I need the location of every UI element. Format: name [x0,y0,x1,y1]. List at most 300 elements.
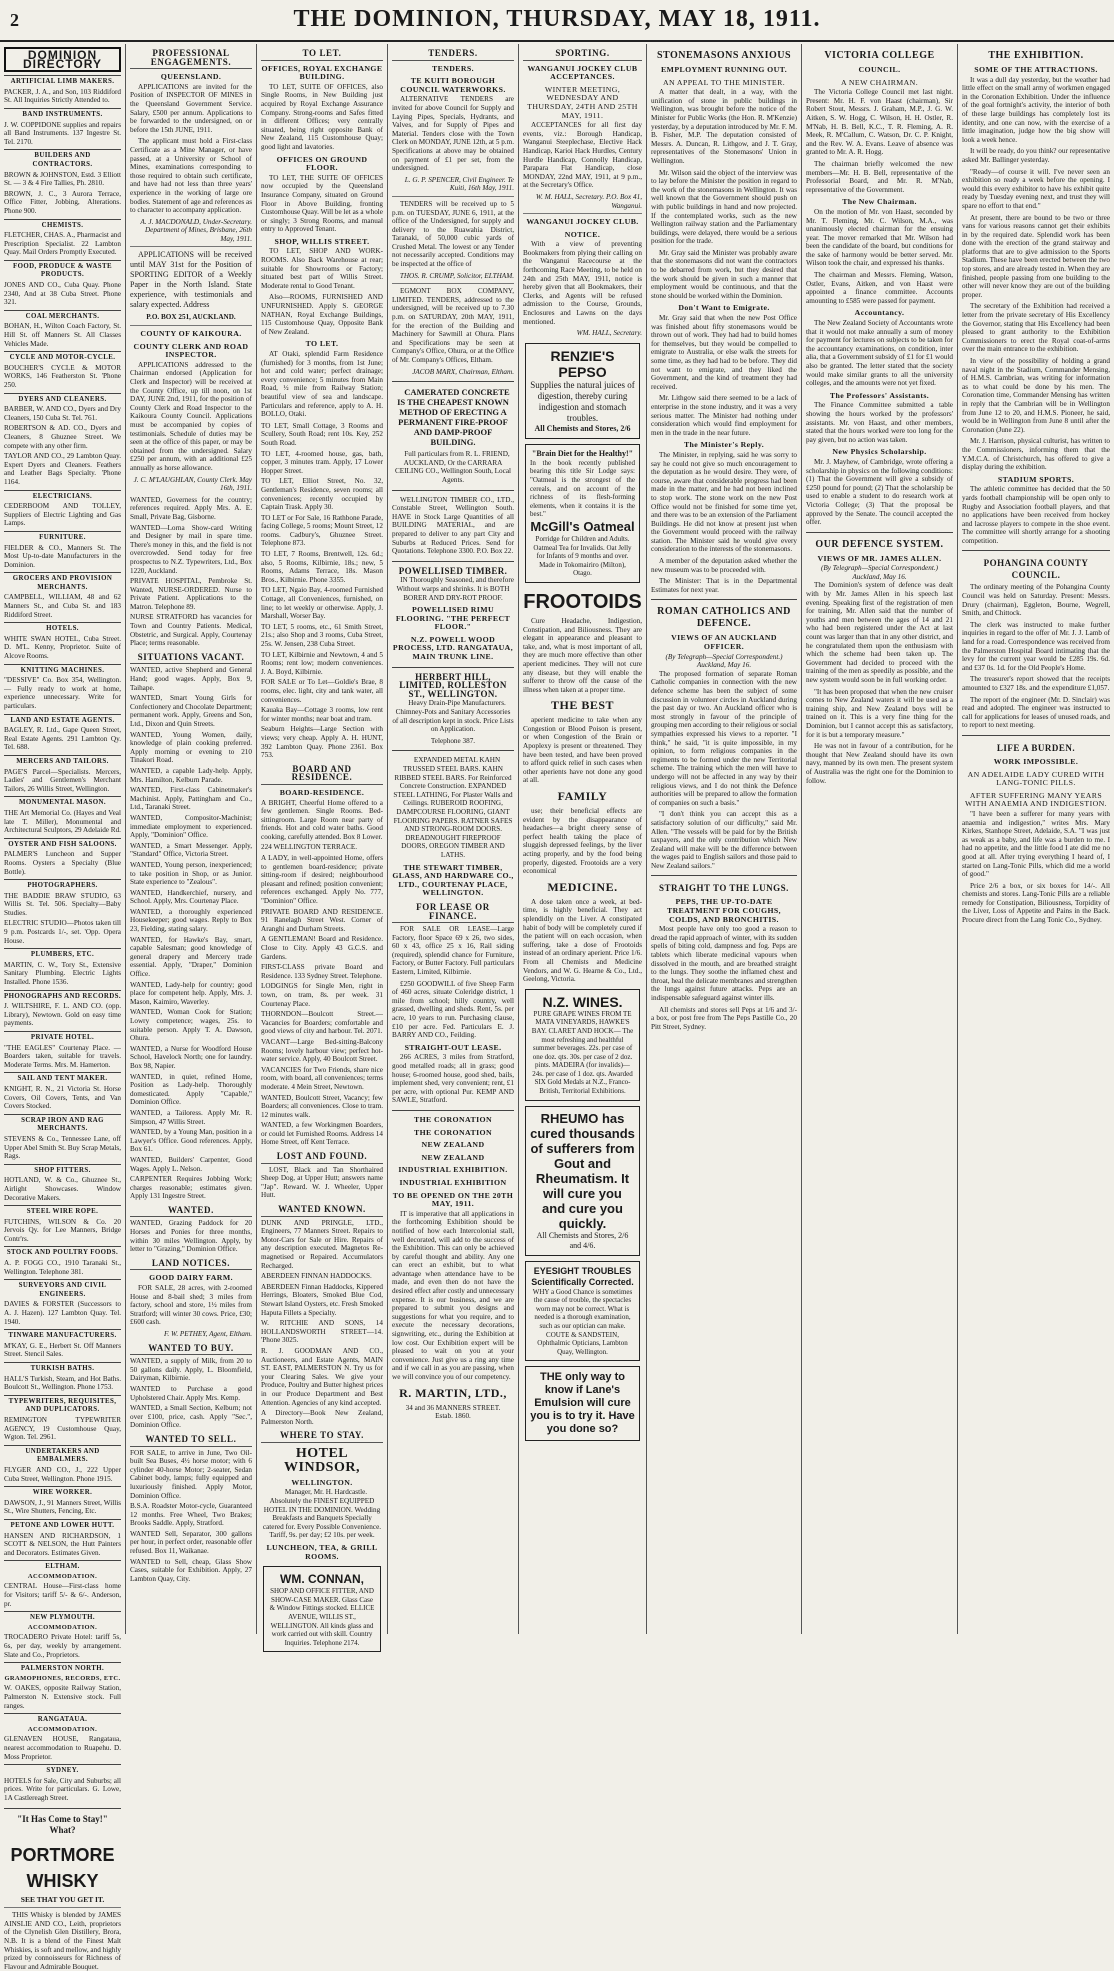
camerated-concrete-ad: CAMERATED CONCRETE IS THE CHEAPEST KNOWN METHOD OF ERECTING A PERMANENT FIRE-PROOF AND DAMP-PROOF BUILDING. [397,387,510,448]
peps-subhead: PEPS, THE UP-TO-DATE TREATMENT FOR COUGHS, COLDS, AND BRONCHITIS. [666,897,782,924]
directory-category: BUILDERS AND CONTRACTORS. [4,149,121,169]
let-ad: TO LET, Ngaio Bay, 4-roomed Furnished Cottage, all Conveniences, furnished, on line; to let weekly or otherwise. Apply, J. Marshall, Worser Bay. [261,586,383,621]
metal-tender-ad: TENDERS will be received up to 5 p.m. on TUESDAY, JUNE 6, 1911, at the office of the Undersigned, for supply and delivery to the Ruawahia District, Taranaki, of 50,000 cubic yards of Crushed Metal. The lowest or any Tender not necessarily accepted. Conditions may be inspected at the office of [392,199,514,269]
vacant-list [130,666,252,1200]
frootoids-text: Cure Headache, Indigestion, Constipation, and Biliousness. They are elegant in appearance and pleasant to take, and, what is most important of all, they are much more effective than other aperient medicines. They will not cure any disease, but they will enable the sufferer to throw off the cause of the illness when taken at a proper time. [523,616,642,694]
council-subhead: COUNCIL. [858,65,901,74]
queensland-heading: QUEENSLAND. [160,72,222,82]
sell-ad: WANTED Sell, Separator, 300 gallons per hour, in perfect order, reasonable offer refused. Box 11, Waikanae. [130,1529,252,1556]
directory-entry: "DESSIVE" Co. Box 354, Wellington. — Fully ready to work at home, experience unnecessary. Write for particulars. [4,676,121,710]
physics-scholarship-subhead: New Physics Scholarship. [832,447,927,457]
nz-wines-title: N.Z. WINES. [542,993,623,1010]
assistants-subhead: The Professors' Assistants. [829,390,930,400]
tenders-subheading: TENDERS. [432,63,474,73]
directory-entry: PAGE'S Parcel—Specialists. Mercers, Ladies' and Gentlemen's Merchant Tailors, 26 Willis Street, Wellington. [4,767,121,793]
directory-subcategory: ACCOMMODATION. [27,1572,98,1580]
directory-category: RANGATAUA. [4,1713,121,1725]
vacant-ad: WANTED, a Smart Messenger. Apply, "Standard" Office, Victoria Street. [130,841,252,859]
directory-entry: CENTRAL House—First-class home for Visitors; tariff 5/- & 6/-. Anderson, pr. [4,1582,121,1608]
let-ad: TO LET, Small Cottage, 3 Rooms and Scullery, South Road; rent 10s. Key, 252 South Road. [261,421,383,447]
directory-entry: BROWN, J. C., 3 Aurora Terrace, Office Fitter, Jobbing, Alterations. Phone 900. [4,189,121,215]
stonemasons-appeal: AN APPEAL TO THE MINISTER. [662,77,786,87]
catholics-p1: The proposed formation of separate Roman Catholic companies in connection with the new defence scheme has been the subject of some discussion in volunteer circles in Auckland during the past day or two. An Auckland officer who is most strongly in favour of the principle of grouping men according to their religious or social sympathies expressed his views to a reporter. "I think," he said, "it is quite impossible, in my opinion, to form religious companies in the regiments to be formed under the new Territorial scheme. The training which the men will have to undergo will not be affected in any way by their religious views, and I do not think the Defence authorities will be prepared to allow the formation of companies on such a basis." [651,669,797,807]
victoria-college-headline: VICTORIA COLLEGE [824,50,935,61]
kaikoura-heading: COUNTY OF KAIKOURA. [140,329,242,339]
let-ad: TO LET, Kilbirnie and Newtown, 4 and 5 Rooms; rent low; modern conveniences. J. A. Boyd, Kilbirnie. [261,650,383,676]
directory-entry: TAYLOR AND CO., 29 Lambton Quay. Expert Dyers and Cleaners. Feathers and Leather Bags Specialty. 'Phone 1164. [4,452,121,486]
where-to-stay-header: WHERE TO STAY. [261,1431,383,1443]
known-ad: DUNK AND PRINGLE, LTD., Engineers, 77 Manners Street. Repairs to Motor-Cars for Sale or Hire. Repairs of any description executed. Magnetos Re-magnetised or Repaired. Accumulators Recharged. [261,1218,383,1270]
directory-entry: FLYGER AND CO., J., 222 Upper Cuba Street, Wellington. Phone 1915. [4,1465,121,1483]
directory-entry: "THE EAGLES" Courtenay Place. — Boarders taken, suitable for travels. Moderate Terms. Mrs. M. Hamerton. [4,1043,121,1069]
notice-heading: NOTICE. [564,229,601,239]
board-ad: LODGINGS for Single Men, right in town, on tram, 8s. per week. 31 Courtenay Place. [261,982,383,1008]
board-ad: A LADY, in well-appointed Home, offers to gentlemen board-residence; private sitting-room if desired; neighbourhood pleasant and refined; position convenient; references exchanged. Apply No. 777, "Dominion" Office. [261,854,383,906]
mines-inspector-ad-detail: The applicant must hold a First-class Certificate as a Mine Manager, or have passed, at a University or School of Mines, examinations corresponding to those required to obtain such certificate, and have had not less than three years' experience in the working of large ore bodies. Statement of age and references as to character to accompany application. [130,137,252,215]
stonemasons-subhead: EMPLOYMENT RUNNING OUT. [660,65,788,74]
directory-category: TINWARE MANUFACTURERS. [4,1329,121,1341]
board-list [261,799,383,1148]
directory-entry: J. WILTSHIRE, F. L. AND CO. (opp. Library), Newtown. Gold on easy time payments. [4,1002,121,1028]
wanted2-list [130,1219,252,1253]
let-ad: Kauaka Bay—Cottage 3 rooms, low rent for winter months; near boat and tram. [261,706,383,723]
directory-category: UNDERTAKERS AND EMBALMERS. [4,1445,121,1465]
vacant-ad: WANTED, for Hawke's Bay, smart, capable Salesman; good knowledge of general drapery and Mercery trade essential. Apply, "Draper," Dominion Office. [130,935,252,979]
board-ad: A BRIGHT, Cheerful Home offered to a few gentlemen. Single Rooms. Bed-sittingroom. Large Room near party of friends. Hot and cold water baths. Good cooking, carefully attended. Box 8 Lower. [261,798,383,841]
whisky-ad-brand: PORTMORE [10,1844,115,1865]
defence-p1: The Dominion's system of defence was dealt with by Mr. James Allen in his speech last evening. Speaking first of the registration of men for training, Mr. Allen said that the number of youths and men between the ages of 14 and 21 who had been registered under the Act at last count was larger than that in any other district, and he congratulated them upon the enthusiasm with which the scheme had been taken up. The Government had decided to proceed with the training of the men as speedily as possible, and the new system would soon be in full working order. [806,581,953,684]
board-ad: VACANCIES for Two Friends, share nice room, with board, all conveniences; terms moderate. 4 Mein Street, Newtown. [261,1065,383,1091]
wanted-known-header: WANTED KNOWN. [261,1205,383,1217]
pohangina-headline: POHANGINA COUNTY COUNCIL. [983,558,1089,581]
exhibition-p7: Mr. J. Harrison, physical culturist, has written to the Commissioners, informing them that the Y.M.C.A. of Christchurch, has offered to give a display during the exhibition. [962,437,1110,472]
whisky-ad-product: WHISKY [26,1870,99,1891]
renzie-pepso-footer: All Chemists and Stores, 2/6 [534,423,631,433]
exhibition-p3: "Ready—of course it will. I've never seen an exhibition so ready a week before the opening. I would this every exhibitor to have his exhibit quite ready by Tuesday evening next, and trust they will spare no effort to that end." [962,167,1110,210]
acres-ad: 266 ACRES, 3 miles from Stratford, good metalled roads; all in grass; good house; 6-roomed house, good shed, bails, implement shed, very convenient; rent, £1 per acre, with optional Pur. KEMP AND SAWLE, Stratford. [392,1053,514,1105]
directory-entry: BOUCHER'S CYCLE & MOTOR WORKS, 146 Featherston St. 'Phone 250. [4,363,121,389]
r-martin-address: 34 and 36 MANNERS STREET. [405,1403,501,1412]
wanted-to-buy-header: WANTED TO BUY. [130,1344,252,1356]
board-residence-subheading: BOARD-RESIDENCE. [279,787,365,797]
exhibition-ad-text: IT is imperative that all applications in the forthcoming Exhibition should be notified of how each Intercolonial stall, well decorated, will add to the success of the Exhibition. This can only be achieved by careful thought and ability. Any one can erect an exhibit, but to what advantage when attendance have to be made, and even then do not have the desired effect after costly and unnecessary expense. It is our business, and we are prepared to submit you designs and suggestions for what you require, and to execute the necessary decorations, signwriting, etc., during the Exhibition at low cost. Our Exhibition expert will be pleased to wait on you at your convenience. Just give us a ring any time and if we call in as you are passing, when we will convince you of our competency. [392,1209,514,1381]
lungs-headline: STRAIGHT TO THE LUNGS. [659,883,789,894]
notice-signature: WM. HALL, Secretary. [576,329,642,338]
column-directory [0,44,126,1971]
directory-category: STOCK AND POULTRY FOODS. [4,1246,121,1258]
college-p2: The chairman briefly welcomed the new members—Mr. H. B. Bell, representative of the Professorial Board, and Mr. R. M'Nab, representative of the Government. [806,159,953,194]
vacant-ad: WANTED, Compositor-Machinist; immediate employment to experienced. Apply, "Dominion" Office. [130,813,252,840]
column-stonemasons [647,44,802,1634]
winter-meeting-heading: WINTER MEETING, WEDNESDAY AND THURSDAY, 24TH AND 25TH MAY, 1911. [527,84,638,120]
defence-system-headline: OUR DEFENCE SYSTEM. [815,538,944,550]
stonemasons-p7: A member of the deputation asked whether the new museum was to be proceeded with. [651,557,797,574]
eyesight-ad [525,1261,640,1362]
frootoids-best-text: aperient medicine to take when any Congestion or Blood Poison is present, or when Congestion of the Brain or Apoplexy is present or threatened. They have been tested, and have been proved to afford quick relief in such cases when other aperients have not done any good at all. [523,716,642,785]
directory-subcategory: ACCOMMODATION. [27,1725,98,1733]
stonemasons-p2: Mr. Wilson said the object of the interview was to lay before the Minister the position in regard to the work of the stonemasons in Wellington. It was well known that the Government should push on with public buildings in hand and now projected. If the contemplated works, such as the new Wellington railway station and the Parliamentary buildings, were delayed, there would be a serious position for the trade. [651,168,797,246]
directory-subcategory: ACCOMMODATION. [27,1623,98,1631]
pohangina-p3: The treasurer's report showed that the receipts amounted to £327 18s. and the expenditure £1,057. [962,675,1110,692]
exhibition-p2: It will be ready, do you think? our representative asked Mr. Ballinger yesterday. [962,147,1110,164]
professional-header: PROFESSIONAL ENGAGEMENTS. [130,49,252,69]
coronation-line-2: THE CORONATION [413,1127,493,1137]
nz-wines-ad [525,989,640,1101]
buy-ad: WANTED, a supply of Milk, from 20 to 50 gallons daily. Apply, L. Bloomfield, Dairyman, Kilbirnie. [130,1357,252,1383]
column-exhibition [958,44,1114,1634]
let-ad: TO LET, 7 Rooms, Brentwell, 12s. 6d.; also, 5 Rooms, Kilbirnie, 18s.; new, 5 Rooms, Adams Terrace, 18s. Mason Bros., Kilbirnie. Phone 3355. [261,550,383,584]
herbert-hill-text: Heavy Drain-Pipe Manufacturers. Chimney-Pots and Sanitary Accessories of all description kept in stock. Price Lists on Application. [392,699,514,734]
directory-category: MONUMENTAL MASON. [4,796,121,808]
rheumo-text: RHEUMO has cured thousands of sufferers from Gout and Rheumatism. It will cure you and cure you quickly. [530,1110,635,1231]
directory-category: SHOP FITTERS. [4,1164,121,1176]
let-ad: TO LET, Elliot Street, No. 32, Gentleman's Residence, seven rooms; all conveniences; recently occupied by Captain Trask. Apply 30. [261,477,383,512]
exhibition-p5: The secretary of the Exhibition had received a letter from the private secretary of His Excellency the Governor, stating that His Excellency had been pleased to grant authority to the Exhibition Commissioners to erect the Royal coat-of-arms over the main entrance to the exhibition. [962,302,1110,354]
lost-found-header: LOST AND FOUND. [261,1152,383,1164]
peps-p1: Most people have only too good a reason to dread the rapid approach of winter, with its sudden spells of biting cold, dampness and fog. Peps are tablets which liberate medicinal vapours when dissolved in the mouth, and are breathed straight to the lungs. They soothe the inflamed chest and throat, heal the delicate membranes and strengthen the lungs against future attacks. Peps are an indispensable safeguard against winter ills. [651,925,798,1002]
dairy-farm-ad: FOR SALE, 28 acres, with 2-roomed House and 8-bail shed; 3 miles from factory, school and store, 1½ miles from Stratford; will winter 30 cows. Price, £30; £600 cash. [130,1284,252,1327]
directory-entry: TROCADERO Private Hotel: tariff 5s, 6s, per day, weekly by arrangement. Slate and Co., Proprietors. [4,1633,121,1659]
directory-category: COAL MERCHANTS. [4,310,121,322]
frootoids-family: FAMILY [557,789,608,804]
college-p6: The Finance Committee submitted a table showing the hours worked by the professors' assistants. Mr. von Haast, and other members, stated that the hours worked were too long for the pay given, but no action was taken. [806,401,953,444]
directory-category: PHONOGRAPHS AND RECORDS. [4,990,121,1002]
renzie-pepso-ad [525,343,640,439]
minister-reply-subhead: The Minister's Reply. [683,440,765,450]
buy-ad: WANTED to Purchase a good Upholstered Chair. Apply Mrs. Kemp. [130,1384,252,1402]
directory-category: PALMERSTON NORTH. [4,1662,121,1674]
column-sporting [519,44,647,1634]
directory-category: SAIL AND TENT MAKER. [4,1072,121,1084]
otaki-ad: AT Otaki, splendid Farm Residence (furnished) for 3 months, from 1st June; hot and cold water; perfect drainage; every convenience; 5 minutes from Main Road, ½ mile from Railway Station; beautiful view of sea and landscape. Particulars and reference, apply to A. H. BOLLO, Otaki. [261,350,383,419]
directory-category: NEW PLYMOUTH. [4,1611,121,1623]
directory-category: STEEL WIRE ROPE. [4,1205,121,1217]
directory-entry: HANSEN AND RICHARDSON, 1 SCOTT & NELSON, the Hutt Painters and Decorators. Estimates Given. [4,1531,121,1557]
vacant-ad: WANTED, in quiet, refined Home, Position as Lady-help. Thoroughly domesticated. Apply "Capable," Dominion Office. [130,1072,252,1107]
rheumo-ad [525,1106,640,1256]
hotel-windsor-footer: LUNCHEON, TEA, & GRILL ROOMS. [266,1543,378,1561]
hotel-windsor-city: WELLINGTON. [291,1477,353,1487]
vacant-ad: WANTED, Handkerchief, nursery, and School. Apply, Mrs. Courtenay Place. [130,888,252,906]
powellised-flooring: POWELLISED RIMU FLOORING. "THE PERFECT FLOOR." [395,605,511,632]
shop-willis-ad: TO LET, SHOP AND WORK-ROOMS. Also Back Warehouse at rear; suitable for Showrooms or Factory; situated best part of Willis Street. Moderate rental to Good Tenant. [261,247,383,290]
vacant-ad: WANTED, by a Young Man, position in a Lawyer's Office. Good references. Apply, Box 61. [130,1128,252,1154]
known-list [261,1219,383,1427]
life-burden-headline: LIFE A BURDEN. [996,742,1076,753]
kaikoura-subheading: COUNTY CLERK AND ROAD INSPECTOR. [133,341,249,360]
wanted-ad: PRIVATE HOSPITAL, Pembroke St. Wanted, NURSE-ORDERED. Nurse to Private Patient. Applications to the Matron. Telephone 89. [130,577,252,611]
sell-ad: WANTED to Sell, cheap, Glass Show Cases, suitable for Exhibition. Apply, 27 Lambton Quay, City. [130,1557,252,1583]
sell-list [130,1449,252,1584]
wanted-to-sell-header: WANTED TO SELL. [130,1435,252,1447]
directory-entry: HOTLAND, W. & Co., Ghuznee St., Airlight Showcases. Window Decorative Makers. [4,1176,121,1202]
defence-p3: He was not in favour of a contribution, for he thought that New Zealand should have its own navy, manned by its own men. The present system of Australia was the right one for the Dominion to follow. [806,742,953,785]
masthead [0,0,1114,42]
wanted-ad: NURSE STRATFORD has vacancies for Town and Country Patients. Medical, Obstetric, and Surgical. Apply, Courtenay Place; terms reasonable. [130,613,252,648]
directory-entry: CEDERBOOM AND TOLLEY, Suppliers of Electric Lighting and Gas Lamps. [4,502,121,528]
directory-entry: FLETCHER, CHAS. A., Pharmacist and Prescription Specialist. 22 Lambton Quay. Mail Orders Promptly Executed. [4,231,121,257]
directory-entry: WHITE SWAN HOTEL, Cuba Street. D. M'L. Kenny, Proprietor. Suite of Alcove Rooms. [4,634,121,661]
directory-category: BAND INSTRUMENTS. [4,108,121,120]
directory-entry: BROWN & JOHNSTON, Estd. 3 Elliott St. — 3 & 4 Fire Tallies, Ph. 2810. [4,170,121,188]
coronation-line-1: THE CORONATION [413,1114,493,1124]
vacant-ad: WANTED, Lady-help for country; good place for competent help. Apply, Mrs. J. Mason, Kaimiro, Waverley. [130,980,252,1006]
directory-category: DYERS AND CLEANERS. [4,393,121,405]
powellised-timber-text: IN Thoroughly Seasoned, and therefore Without warps and shrinks. It is BOTH BORER AND DRY-ROT PROOF. [396,576,514,602]
lanes-emulsion-ad [525,1366,640,1441]
directory-category: PHOTOGRAPHERS. [4,879,121,891]
work-impossible-subhead: WORK IMPOSSIBLE. [993,756,1079,766]
stonemasons-p5: Mr. Lithgow said there seemed to be a lack of enterprise in the stone industry, and it was a very serious matter. The Minister had nothing under consideration which would find employment for men in the trade in the near future. [651,394,797,437]
known-ad: A Directory—Book New Zealand, Palmerston North. [261,1409,383,1426]
vacant-ad: WANTED, a Nurse for Woodford House School, Havelock North; one for laundry. Box 98, Napier. [130,1044,252,1070]
exhibition-opening-date: TO BE OPENED ON THE 20TH MAY, 1911. [392,1190,514,1209]
suffering-subhead: AFTER SUFFERING MANY YEARS WITH ANAEMIA AND INDIGESTION. [965,790,1107,809]
auckland-dateline: (By Telegraph—Special Correspondent.) Auckland, May 16. [665,652,783,670]
directory-entry: J. W. COPPIDONE supplies and repairs all Band Instruments. 137 Ingestre St. Tel. 2170. [4,120,121,146]
mcgill-oatmeal-title: McGill's Oatmeal [530,518,635,534]
lost-dog-ad: LOST, Black and Tan Shorthaired Sheep Dog, at Upper Hutt; answers name "Jap". Reward. W. J. Wheeler, Upper Hutt. [261,1165,383,1200]
page-number: 2 [10,10,19,30]
directory-category: MERCERS AND TAILORS. [4,755,121,767]
pohangina-p1: The ordinary meeting of the Pohangina County Council was held on Saturday. Present: Messrs. Drury (chairman), Eggleton, Bourne, Wegrell, Smith, and Chittock. [962,583,1110,618]
directory-entry: PALMER'S Luncheon and Supper Rooms. Oysters a Specialty (Blue Bottle). [4,850,121,876]
dairy-farm-heading: GOOD DAIRY FARM. [149,1273,233,1283]
stewart-timber-ad: THE STEWART TIMBER, GLASS, AND HARDWARE CO., LTD., COURTENAY PLACE, WELLINGTON. [392,862,514,898]
metal-tender-signature: THOS. R. CRUMP, Solicitor, ELTHAM. [399,271,514,280]
stonemasons-p4: Mr. Gray said that when the new Post Office was finished about fifty stonemasons would be thrown out of work. They had had to build homes for themselves, but they would be compelled to emigrate to Australia, or else walk the streets for some time, as they had had to be before. They did not want to emigrate, and they liked the Government, and the kind of treatment they had received. [651,314,797,391]
exhibition-line-4: INDUSTRIAL EXHIBITION [399,1177,507,1187]
vacant-ad: WANTED, Builders' Carpenter, Good Wages. Apply L. Nelson. [130,1155,252,1173]
jockey-club-acceptances: WANGANUI JOCKEY CLUB ACCEPTANCES. [527,63,638,82]
college-p1: The Victoria College Council met last night. Present: Mr. H. F. von Haast (chairman), Sir Robert Stout, Messrs. J. Graham, M.P., J. G. W. Aitken, S. W. Hogg, C. Wilson, H. H. Ostler, R. M'Nab, H. B. Bell, K.C., T. R. Fleming, A. R. Meek, R. M'Callum, C. Watson, Dr. C. P. Knight, and the Rev. W. A. Evans. Leave of absence was granted to Mr. A. R. Hogg. [806,88,953,157]
directory-category: TURKISH BATHS. [4,1362,121,1374]
rooms-ad: Also—ROOMS, FURNISHED AND UNFURNISHED. Apply S. GEORGE NATHAN, Royal Exchange Buildings, 115 Customhouse Quay, Opposite Bank of New Zealand. [261,293,383,336]
vacant-ad: WANTED, Young Women, daily, knowledge of plain cooking preferred. Apply morning or evening to 210 Tinakori Road. [130,730,252,765]
dairy-farm-signature: F. W. PETHEY, Agent, Eltham. [163,1330,252,1338]
acceptances-text: ACCEPTANCES for all first day events, viz.: Borough Handicap, Wanganui Steeplechase, Elective Hack Handicap, Karioi Hack Hurdles, Century Hurdle Handicap, Connolly Handicap, Parapara Flat Handicap, close MONDAY, 22nd MAY, 1911, at 9 p.m., at the Secretary's Office. [523,121,642,190]
newspaper-title: THE DOMINION, THURSDAY, MAY 18, 1911. [293,6,821,32]
directory-entry: BARBER, W. AND CO., Dyers and Dry Cleaners, 150 Cuba St. Tel. 761. [4,405,121,422]
frootoids-medicine: MEDICINE. [547,879,618,894]
directory-category: PRIVATE HOTEL. [4,1031,121,1043]
factory-lease-ad: FOR SALE OR LEASE—Large Factory, floor Space 69 x 26, two sides, 60 x 43, office 25 x 16, Rail siding (required), splendid chance for Furniture, Factory, or Butter Factory. Full particulars Eastern, Limited, Kilbirnie. [392,925,514,977]
directory-entry: BOHAN, H., Wilton Coach Factory, St. Hill St. off Manners St. All Classes Vehicles Made. [4,322,121,348]
accountancy-subhead: Accountancy. [854,308,905,318]
kaikoura-ad: APPLICATIONS addressed to the Chairman endorsed (Application for Clerk and Inspector) will be received at the County Office, up till noon, on 1st DAY, JUNE 2nd, 1911, for the position of County Clerk and Road Inspector to the Kaikoura County Council. Applications must be accompanied by copies of testimonials. Schedule of duties may be seen at the office of this paper, or may be obtained from the undersigned. Salary £250 per annum, with an additional £25 annually as horse allowance. [130,360,252,472]
columns [0,44,1114,1971]
camerated-concrete-agents: Full particulars from R. L. FRIEND, AUCKLAND, Or the CARRARA CEILING CO., Wellington South, Local Agents. [394,450,512,484]
connan-name: WM. CONNAN, [280,1572,364,1587]
lang-tonic-p2: Price 2/6 a box, or six boxes for 14/-. All chemists and stores. Lang-Tonic Pills are a reliable remedy for Constipation, Biliousness, Torpidity of the Liver, Loss of Appetite and Pains in the Back. Procure direct from the Lang Tonic Co., Sydney. [962,881,1110,925]
powell-wood-process: N.Z. POWELL WOOD PROCESS, LTD. RANGATAUA, MAIN TRUNK LINE. [392,634,514,662]
peps-p2: All chemists and stores sell Peps at 1/6 and 3/- a box, or post free from The Peps Pastille Co., 20 Pitt Street, Sydney. [651,1005,797,1031]
directory-subcategory: GRAMOPHONES, RECORDS, ETC. [4,1674,121,1682]
egmont-box-ad: EGMONT BOX COMPANY, LIMITED. TENDERS, addressed to the undersigned, will be received up to 7.30 p.m. on SATURDAY, 20th MAY, 1911, for the erection of the Building and Machinery for Sawmill at Ohura. Plans and Specifications may be seen at Company's Office, Ohura, or at the Office of Mr. Company's Offices, Eltham. [392,287,514,364]
exhibition-p1: It was a dull day yesterday, but the weather had little effect on the small army of workmen engaged in the Coronation Exhibition. Under the influence of the goal fortnight's activity, the interior of both of these large buildings has completely lost its identity, and one can now, with the exercise of a little imagination, judge how the big show will look a week hence. [962,75,1110,144]
shop-willis-heading: SHOP, WILLIS STREET. [274,236,370,246]
emigrate-subhead: Don't Want to Emigrate. [678,303,770,313]
herbert-hill-name: HERBERT HILL, LIMITED, ROLLESTON ST., WELLINGTON. [399,671,507,699]
powellised-timber-heading: POWELLISED TIMBER. [398,565,508,576]
column-professional [126,44,257,1634]
wanted-ad: WANTED, Grazing Paddock for 20 Horses and Ponies for three months, within 30 miles Wellington. Apply, by letter to "Grazing," Dominion Office. [130,1219,252,1254]
connan-ad [263,1566,381,1652]
let-ad: Seaburn Heights—Large Section with views; very cheap. Apply A. H. HUNT, 392 Lambton Quay. Phone 2361. Box 753. [261,725,383,760]
catholics-defence-headline: ROMAN CATHOLICS AND DEFENCE. [657,606,791,630]
directory-entry: MARTIN, C. W., Tory St., Extensive Sanitary Plumbing. Electric Lights Installed. Phone 1536. [4,960,121,987]
known-ad: ABERDEEN Finnan Haddocks, Kippered Herrings, Bloaters, Smoked Blue Cod, Stewart Island Oysters, etc. Fresh Smoked Haputa Fillets a Specialty. [261,1282,383,1317]
whisky-ad-text: THIS Whisky is blended by JAMES AINSLIE AND CO., Leith, proprietors of the Clynelish Glen Distillery, Brora, N.B. It is a blend of the Finest Malt Whiskies, is soft and mellow, and highly prized by connoisseurs for Richness of Flavour and Admirable Bouquet. [4,1911,121,1971]
directory-list [4,75,121,1802]
jockey-club-notice-heading: WANGANUI JOCKEY CLUB. [526,217,639,227]
ground-floor-heading: OFFICES ON GROUND FLOOR. [276,154,368,173]
directory-entry: BAGLEY, R. Ltd., Gape Queen Street, Real Estate Agents. 291 Lambton Qy. Tel. 688. [4,726,121,752]
acceptances-signature: W. M. HALL, Secretary. P.O. Box 41, Wanganui. [535,192,642,210]
board-residence-header: BOARD AND RESIDENCE. [261,765,383,785]
mines-inspector-ad: APPLICATIONS are invited for the Position of INSPECTOR OF MINES in the Queensland Government Service. Salary, £500 per annum. Applications to be forwarded to the undersigned, on or before the 15th JUNE, 1911. [130,82,252,134]
directory-category: SURVEYORS AND CIVIL ENGINEERS. [4,1279,121,1299]
wanted-ad: WANTED, Governess for the country; references required. Apply Mrs. A. E. Small, Private Bag, Gisborne. [130,495,252,521]
directory-category: SYDNEY. [4,1764,121,1776]
directory-entry: STEVENS & Co., Tennessee Lane, off Upper Abel Smith St. Buy Scrap Metals, Rags. [4,1134,121,1161]
exhibition-line-1: NEW ZEALAND [421,1140,485,1150]
buy-ad: WANTED, a Small Section, Kelburn; not over £100, price, cash. Apply "Sec.", Dominion Office. [130,1404,252,1430]
column-victoria-college [802,44,958,1634]
board-ad: VACANT—Large Bed-sitting-Balcony Rooms; lovely harbour view; perfect hot-water service. Apply, 40 Boulcott Street. [261,1037,383,1064]
whisky-ad-headline: "It Has Come to Stay!" What? [17,1813,108,1835]
let-ad: TO LET or For Sale, 16 Rathbone Parade, facing College, 5 rooms; Mount Street, 12 rooms. Cadbury's, Ghuznee Street. Telephone 873. [261,513,383,548]
brain-diet-title: "Brain Diet for the Healthy!" [531,448,634,458]
frootoids-best: THE BEST [550,698,615,713]
eyesight-text: WHY a Good Chance is sometimes the cause of trouble, the spectacles worn may not be correct. What is needed is a thorough examination, such as our optician can make. COUTE & SANDSTEIN, Ophthalmic Opticians, Lambton Quay, Wellington. [532,1287,633,1356]
let-ad: TO LET, 4-roomed house, gas, bath, copper, 3 minutes tram. Apply, 17 Lower Hopper Street. [261,449,383,475]
directory-entry: DAVIES & FORSTER (Successors to A. J. Hazen). 127 Lambton Quay. Tel. 1940. [4,1300,121,1326]
mcgill-oatmeal-ad [525,444,640,583]
mcgill-oatmeal-text: Porridge for Children and Adults. Oatmeal Tea for Invalids. Oat Jelly for Infants of 9 months and over. Made in Tokomairiro (Milton), Otago. [533,534,632,578]
for-lease-header: FOR LEASE OR FINANCE. [392,903,514,923]
stonemasons-p3: Mr. Gray said the Minister was probably aware that the stonemasons did not want the contractors to be debarred from work, but they desired that the work should be given in such a manner that employment would be continuous, and that the stone should be worked within the Dominion. [651,248,797,300]
college-p7: Mr. J. Mayhew, of Cambridge, wrote offering a scholarship in physics on the following conditions: (1) That the Government will give a subsidy of £250 pound for pound; (2) That the scholarship be used to enable a student to do research work at Victoria College; (3) That the proposal be approved by the Senate. The council accepted the offer. [806,457,953,527]
mines-signature: A. J. MACDONALD, Under-Secretary. Department of Mines, Brisbane, 26th May, 1911. [140,217,252,243]
brain-diet-text: In the book recently published bearing this title Sir Lodge says: "Oatmeal is the strongest of the cereals, and on account of the richness of its flesh-forming elements, when it contains it is the best." [530,458,635,519]
exhibition-p8: The athletic committee has decided that the 50 yards football championship will be open only to Rugby and Association football players, and that no applications have been received from hockey and lacrosse players to compete in the shoe event. The committee will shortly arrange for a shooting competition. [962,485,1110,545]
let-ad: TO LET, 5 rooms, etc., 61 Smith Street, 21s.; also Shop and 3 rooms, Cuba Street, 25s. W. Jensen, 238 Cuba Street. [261,622,383,648]
tenders-header: TENDERS. [392,49,514,61]
whisky-ad-tagline: SEE THAT YOU GET IT. [20,1894,105,1904]
vacant-ad: WANTED, active Shepherd and General Hand; good wages. Apply, Box 9, Taihape. [130,666,252,692]
directory-category: WIRE WORKER. [4,1486,121,1498]
stonemasons-p8: The Minister: That is in the Departmental Estimates for next year. [651,577,797,594]
goodwill-ad: £250 GOODWILL of five Sheep Farm of 460 acres, situate Coleridge district, 1 mile from school; hilly country, well grassed, dwelling and sheds. Rent, 5s. per acre, 10 years to run. Purchasing clause, £10 per acre. Fed. Particulars E. J. BARRY AND CO., Feilding. [392,979,514,1040]
college-p3: On the motion of Mr. von Haast, seconded by Mr. T. Fleming, Mr. C. Wilson, M.A., was unanimously elected chairman for the ensuing year. The mover remarked that Mr. Wilson had been the candidate of the board, but conditions for the sake of harmony would be better served. Mr. Wilson took the chair, and expressed his thanks. [806,207,953,268]
directory-category: ELECTRICIANS. [4,490,121,502]
stadium-sports-subhead: STADIUM SPORTS. [997,474,1075,484]
board-ad: WANTED, a few Workingmen Boarders, or could let Furnished Rooms. Address 14 Home Street, off Kent Terrace. [261,1121,383,1147]
directory-entry: HALL'S Turkish, Steam, and Hot Baths. Boulcott St., Wellington. Phone 1753. [4,1374,121,1392]
vacant-ad: CARPENTER Requires Jobbing Work; charges reasonable; estimates given. Apply 131 Ingestre Street. [130,1175,252,1201]
sporting-editor-address: P.O. BOX 251, AUCKLAND. [146,313,236,322]
offices-ad: TO LET, SUITE OF OFFICES, also Single Rooms, in New Building just acquired by Royal Exchange Assurance Company. Strong-rooms and Safes fitted in different Offices; very centrally situated, being right opposite Bank of New Zealand, 115 Customhouse Quay; good light and lavatories. [261,82,383,151]
vacant-ad: WANTED, a thoroughly experienced Housekeeper; good wages. Reply to Box 23, Fielding, stating salary. [130,907,252,934]
lanes-emulsion-text: THE only way to know if Lane's Emulsion will cure you is to try it. Have you done so? [530,1371,635,1436]
directory-category: TYPEWRITERS, REQUISITES, AND DUPLICATORS. [4,1395,121,1415]
buy-list [130,1357,252,1430]
directory-entry: GLENAVEN HOUSE, Rangataua, nearest accommodation to Ruapehu. D. Moss Proprietor. [4,1735,121,1761]
te-kuiti-ad: ALTERNATIVE TENDERS are invited for above Council for Supply and Laying Pipes, Specials, Hydrants, and Valves, and for Supply of Pipes and Material. Tenders close with the Town Clerk on MONDAY, JUNE 12th, at 5 p.m. Specifications at above may be obtained on payment of £1 per set, from the undersigned. [392,95,514,173]
directory-entry: CAMPBELL, WILLIAM, 48 and 62 Manners St., and Cuba St. and 183 Riddiford Street. [4,593,121,619]
otaki-heading: TO LET. [305,339,339,349]
directory-category: PLUMBERS, ETC. [4,948,121,960]
te-kuiti-signature: L. G. P. SPENCER, Civil Engineer. Te Kuiti, 16th May, 1911. [404,175,514,193]
wellington-timber-ad: WELLINGTON TIMBER CO., LTD., Constable Street, Wellington South. HAVE in Stock Large Quantities of all BUILDING MATERIAL, and are prepared to deliver to any part City and Suburbs at Reduced Prices. Send for Quotations. Telephone 3300. P.O. Box 22. [392,495,514,556]
directory-entry: A. P. FOGG CO., 1910 Taranaki St., Wellington. Telephone 381. [4,1259,121,1276]
bookmakers-notice: With a view of preventing Bookmakers from plying their calling on the Wanganui Racecourse at the forthcoming Race Meeting, to be held on 24th and 25th MAY, 1911, notice is hereby given that all Bookmakers, their Clerks, and Agents will be refused admission to the Course, Grounds, Enclosures and Lawns on the days mentioned. [523,240,642,326]
directory-category: CYCLE AND MOTOR-CYCLE. [4,351,121,363]
egmont-box-signature: JACOB MARX, Chairman, Eltham. [412,367,514,376]
directory-category: FURNITURE. [4,531,121,543]
directory-entry: THE BADDIE BRAW STUDIO, 63 Willis St. Tel. 506. Specialty—Baby Studies. [4,891,121,917]
defence-p2: "It has been proposed that when the new cruiser comes to New Zealand waters it will be used as a training ship, and New Zealand boys will be trained on it. This is a very fine thing for the Dominion, but I cannot accept this as satisfactory, for it is but a temporary measure." [806,687,953,739]
straight-lease-heading: STRAIGHT-OUT LEASE. [404,1042,502,1052]
hotel-windsor-text: Manager, Mr. H. Hardcastle. Absolutely the FINEST EQUIPPED HOTEL IN THE DOMINION. Wedding Breakfasts and Banquets Specially catered for. Every Possible Convenience. Tariff, 9s. per day; £2 10s. per week. [262,1488,382,1540]
herbert-hill-telephone: Telephone 387. [430,736,476,745]
renzie-pepso-title: RENZIE'S PEPSO [550,347,615,380]
attractions-subhead: SOME OF THE ATTRACTIONS. [974,65,1098,74]
board-ad: WANTED, Boulcott Street, Vacancy; few Boarders; all conveniences. Close to tram. 12 minutes walk. [261,1093,383,1119]
directory-entry: REMINGTON TYPEWRITER AGENCY, 19 Customhouse Quay, Wgton. Tel. 2961. [4,1415,121,1442]
board-ad: FIRST-CLASS private Board and Residence. 133 Sydney Street. Telephone. [261,963,383,980]
directory-category: ARTIFICIAL LIMB MAKERS. [4,75,121,87]
known-ad: W. RITCHIE AND SONS, 14 HOLLANDSWORTH STREET—14. 'Phone 3025. [261,1319,383,1345]
lets-list [261,422,383,760]
directory-category: FOOD, PRODUCE & WASTE PRODUCTS. [4,260,121,280]
vacant-ad: WANTED, Young person, inexperienced; to take position in Shop, or as Junior. State experience to "Zealous". [130,860,252,887]
sporting-header: SPORTING. [523,49,642,61]
adelaide-lady-subhead: AN ADELAIDE LADY CURED WITH LANG-TONIC PILLS. [967,769,1105,788]
directory-header: DOMINION DIRECTORY [4,47,121,72]
sell-ad: B.S.A. Roadster Motor-cycle, Guaranteed 12 months. Free Wheel, Two Brakes; Brooks Saddle. Apply, Stratford. [130,1502,252,1528]
vacant-ad: WANTED, Woman Cook for Station; Lowry competence; wages, 25s. to suitable person. Apply T. A. Dawson, Ohura. [130,1008,252,1043]
pohangina-p2: The clerk was instructed to make further inquiries in regard to the offer of Mr. J. J. Lamb of land for a road. Correspondence was received from the Palmerston Hospital Board intimating that the levy for the current year would be £285 19s. 6d. and £37 0s. 1d. for the Old People's Home. [962,620,1110,672]
exhibition-p4: At present, there are bound to be two or three vans for various reasons cannot get their exhibits in by the required date. Splendid work has been done with the erection of the grand stairway and platforms that are to give admission to the Sports Stadium. These have been erected between the two top stores, and are already tested in. When they are finished, people passing from one building to the other will never know they are out of the building proper. [962,213,1110,299]
new-chairman-subhead: A NEW CHAIRMAN. [840,77,919,87]
ground-floor-ad: TO LET, THE SUITE OF OFFICES now occupied by the Queensland Insurance Company, situated on Ground Floor in Above Building, fronting Customhouse Quay. Will be let as a whole or singly; 3 Strong Rooms, and manual entry to Approved Tenant. [261,173,383,234]
directory-category: SCRAP IRON AND RAG MERCHANTS. [4,1114,121,1134]
eyesight-title: EYESIGHT TROUBLES Scientifically Corrected. [531,1265,634,1287]
stonemasons-headline: STONEMASONS ANXIOUS [656,50,792,61]
directory-category: ELTHAM. [4,1560,121,1572]
directory-entry: KNIGHT, R. N., 21 Victoria St. Horse Covers, Oil Covers, Tents, and Van Covers Stocked. [4,1084,121,1111]
let-ad: FOR SALE or To Let—Goldie's Brae, 8 rooms, elec. light, city and tank water, all conveniences. [261,678,383,704]
directory-entry: W. OAKES, opposite Railway Station, Palmerston N. Extensive stock. Full ranges. [4,1684,121,1710]
renzie-pepso-text: Supplies the natural juices of digestion, thereby curing indigestion and stomach troubles. [530,379,635,423]
directory-entry: PACKER, J. A., and Son, 103 Riddiford St. All Inquiries Strictly Attended to. [4,87,121,105]
frootoids-title: FROOTOIDS [523,590,642,613]
board-ad: PRIVATE BOARD AND RESIDENCE. 91 Ranelagh Street West. Corner of Aranghi and Durham Streets. [261,907,383,933]
land-notices-header: LAND NOTICES. [130,1259,252,1271]
directory-category: OYSTER AND FISH SALOONS. [4,838,121,850]
directory-entry: FUTCHINS, WILSON & Co. 20 Jervois Qy. for Lee Manners, Bridge Contr'rs. [4,1217,121,1243]
directory-category: LAND AND ESTATE AGENTS. [4,714,121,726]
directory-entry: ELECTRIC STUDIO—Photos taken till 9 p.m. Postcards 1/-, set. 'Opp. Opera House. [4,919,121,945]
directory-entry: ROBERTSON & AD. CO., Dyers and Cleaners, 8 Ghuznee Street. We compete with any other firm. [4,424,121,450]
connan-text: SHOP AND OFFICE FITTER, AND SHOW-CASE MAKER. Glass Case & Window Fittings stocked. ELLICE AVENUE, WILLIS ST., WELLINGTON. All kinds glass and work carried out with skill. Country Inquiries. Telephone 2174. [269,1587,375,1647]
nz-wines-text: PURE GRAPE WINES FROM TE MATA VINEYARDS, HAWKE'S BAY. CLARET AND HOCK— The most refreshing and healthful summer beverages. 22s. per case of one doz. qts. 30s. per case of 2 doz. pints. MADEIRA (for invalids)— 24s. per case of 1 doz. qts. Awarded SIX Gold Medals at N.Z., Franco-British, Territorial Exhibitions. [531,1009,634,1096]
known-ad: ABERDEEN FINNAN HADDOCKS. [261,1272,372,1281]
lang-tonic-p1: "I have been a sufferer for many years with anaemia and indigestion," writes Mrs. Mary Kirkes, Stanhope Street, Adelaide, S.A. "I was just as weak as a baby, and life was a burden to me. I had no appetite, and the little food I ate did me no good at all. After trying everything I heard of, I started on Lang-Tonic Pills, which did me a world of good." [962,809,1110,879]
situations-vacant-header: SITUATIONS VACANT. [130,653,252,665]
